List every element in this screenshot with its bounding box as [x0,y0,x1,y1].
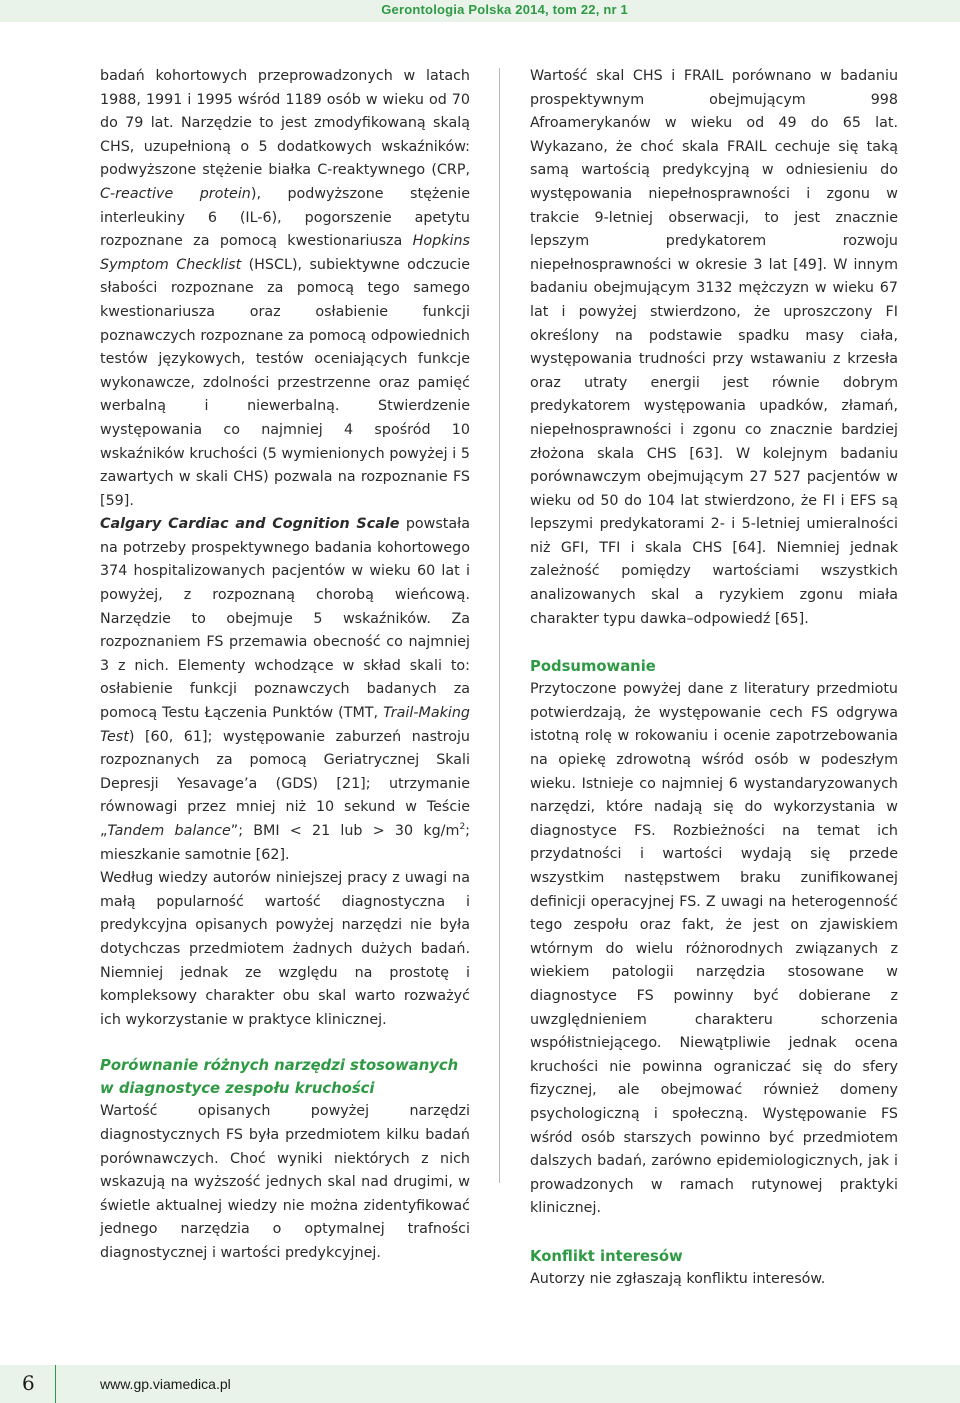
page-number: 6 [22,1371,35,1395]
left-column [100,65,470,1266]
text-run: ), podwyższone stężenie interleukiny 6 (IL-6), pogorszenie apetytu rozpoznane za pomocą kwestionariusza [100,185,471,250]
section-heading: Porównanie różnych narzędzi stosowanych w diagnostyce zespołu kruchości [100,1057,459,1098]
paragraph-1 [100,65,470,513]
text-run-italic: C-reactive protein [100,185,251,202]
section-heading-conflict: Konflikt interesów [530,1247,683,1265]
text-run: ; mieszkanie samotnie [62]. [100,823,470,863]
scale-name: Calgary Cardiac and Cognition Scale [100,516,400,533]
paragraph-4: Wartość opisanych powyżej narzędzi diagnostycznych FS była przedmiotem kilku badań porównawczych. Choć wyniki niektórych z nich wskazują na wyższość jednych skal nad drugimi, w świetle aktualnej wiedzy nie można zidentyfikować jednego narzędzia o optymalnej trafności diagnostycznej i wartości predykcyjnej. [100,1103,470,1261]
paragraph-3: Według wiedzy autorów niniejszej pracy z uwagi na małą popularność wartość diagnostyczna i predykcyjna opisanych powyżej narzędzi nie była dotychczas przedmiotem żadnych dużych badań. Niemniej jednak ze względu na prostotę i kompleksowy charakter obu skal warto rozważyć ich wykorzystanie w praktyce klinicznej. [100,870,470,1028]
footer-divider [55,1365,56,1403]
section-heading-summary: Podsumowanie [530,658,656,676]
column-divider [499,68,500,1183]
text-run: badań kohortowych przeprowadzonych w latach 1988, 1991 i 1995 wśród 1189 osób w wieku od 70 do 79 lat. Narzędzie to jest zmodyfikowaną skalą CHS, uzupełnioną o 5 dodatkowych wskaźników: podwyższone stężenie białka C-reaktywnego (CRP, [100,68,470,179]
text-run: ) [60, 61]; występowanie zaburzeń nastroju rozpoznanych za pomocą Geriatrycznej Skali Depresji Yesavage’a (GDS) [21]; utrzymanie równowagi przez mniej niż 10 sekund w Teście „ [100,728,470,839]
paragraph-6: Przytoczone powyżej dane z literatury przedmiotu potwierdzają, że występowanie cech FS odgrywa istotną rolę w rokowaniu i ocenie zapotrzebowania na opiekę zdrowotną wśród osób w podeszłym wieku. Istnieje co najmniej 6 wystandaryzowanych narzędzi, które nadają się do wykorzystania w diagnostyce FS. Rozbieżności na temat ich przydatności i wartości wydają się przede wszystkim następstwem braku zunifikowanej definicji operacyjnej FS. Z uwagi na heterogenność tego zespołu oraz fakt, że jest on zjawiskiem wtórnym do wielu różnorodnych związanych z wiekiem patologii narzędzia stosowane w diagnostyce FS powinny być dobierane z uwzględnieniem charakteru schorzenia współistniejącego. Niewątpliwie jednak ocena kruchości nie powinna ograniczać się do sfery fizycznej, ale obejmować również domeny psychologiczną i społeczną. Występowanie FS wśród osób starszych powinno być przedmiotem dalszych badań, zarówno epidemiologicznych, jak i prowadzonych w ramach rutynowej praktyki klinicznej. [530,681,898,1217]
superscript: 2 [459,822,466,833]
website-link[interactable]: www.gp.viamedica.pl [100,1376,231,1392]
journal-title: Gerontologia Polska 2014, tom 22, nr 1 [381,2,628,17]
text-run-italic: Trail-Making Test [100,705,470,745]
text-run: ”; BMI < 21 lub > 30 kg/m [230,823,460,839]
text-run-italic: Tandem balance [107,823,231,839]
paragraph-5: Wartość skal CHS i FRAIL porównano w badaniu prospektywnym obejmującym 998 Afroamerykanów w wieku od 49 do 65 lat. Wykazano, że choć skala FRAIL cechuje się taką samą wartością predykcyjną w odniesieniu do występowania niepełnosprawności i zgonu w trakcie 9-letniej obserwacji, to jest znacznie lepszym predykatorem rozwoju niepełnosprawności w okresie 3 lat [49]. W innym badaniu obejmującym 3132 mężczyzn w wieku 67 lat i powyżej stwierdzono, że uproszczony FI określony na podstawie spadku masy ciała, występowania trudności przy wstawaniu z krzesła oraz utraty energii jest równie dobrym predykatorem występowania upadków, złamań, niepełnosprawności i zgonu co znacznie bardziej złożona skala CHS [63]. W kolejnym badaniu porównawczym obejmującym 27 527 pacjentów w wieku od 50 do 104 lat stwierdzono, że FI i EFS są lepszymi predykatorami 2- i 5-letniej umieralności niż GFI, TFI i skala CHS [64]. Niemniej jednak zależność pomiędzy wartościami wszystkich analizowanych skal a ryzykiem zgonu miała charakter typu dawka–odpowiedź [65]. [530,68,898,627]
text-run-italic: Hopkins Symptom Checklist [100,233,470,273]
paragraph-7: Autorzy nie zgłaszają konfliktu interesów. [530,1270,826,1287]
text-run: (HSCL), subiektywne odczucie słabości rozpoznane za pomocą tego samego kwestionariusza oraz osłabienie funkcji poznawczych rozpoznane za pomocą odpowiednich testów językowych, testów oceniających funkcje wykonawcze, zdolności przestrzenne oraz pamięć werbalną i niewerbalną. Stwierdzenie występowania co najmniej 4 spośród 10 wskaźników kruchości (5 wymienionych powyżej i 5 zawartych w skali CHS) pozwala na rozpoznanie FS [59]. [100,256,471,509]
paragraph-2 [100,513,470,867]
text-run: powstała na potrzeby prospektywnego badania kohortowego 374 hospitalizowanych pacjentów w wieku 60 lat i powyżej, z rozpoznaną chorobą wieńcową. Narzędzie to obejmuje 5 wskaźników. Za rozpoznaniem FS przemawia obecność co najmniej 3 z nich. Elementy wchodzące w skład skali to: osłabienie funkcji poznawczych badanych za pomocą Testu Łączenia Punktów (TMT, [100,516,470,722]
right-column [530,65,898,1292]
